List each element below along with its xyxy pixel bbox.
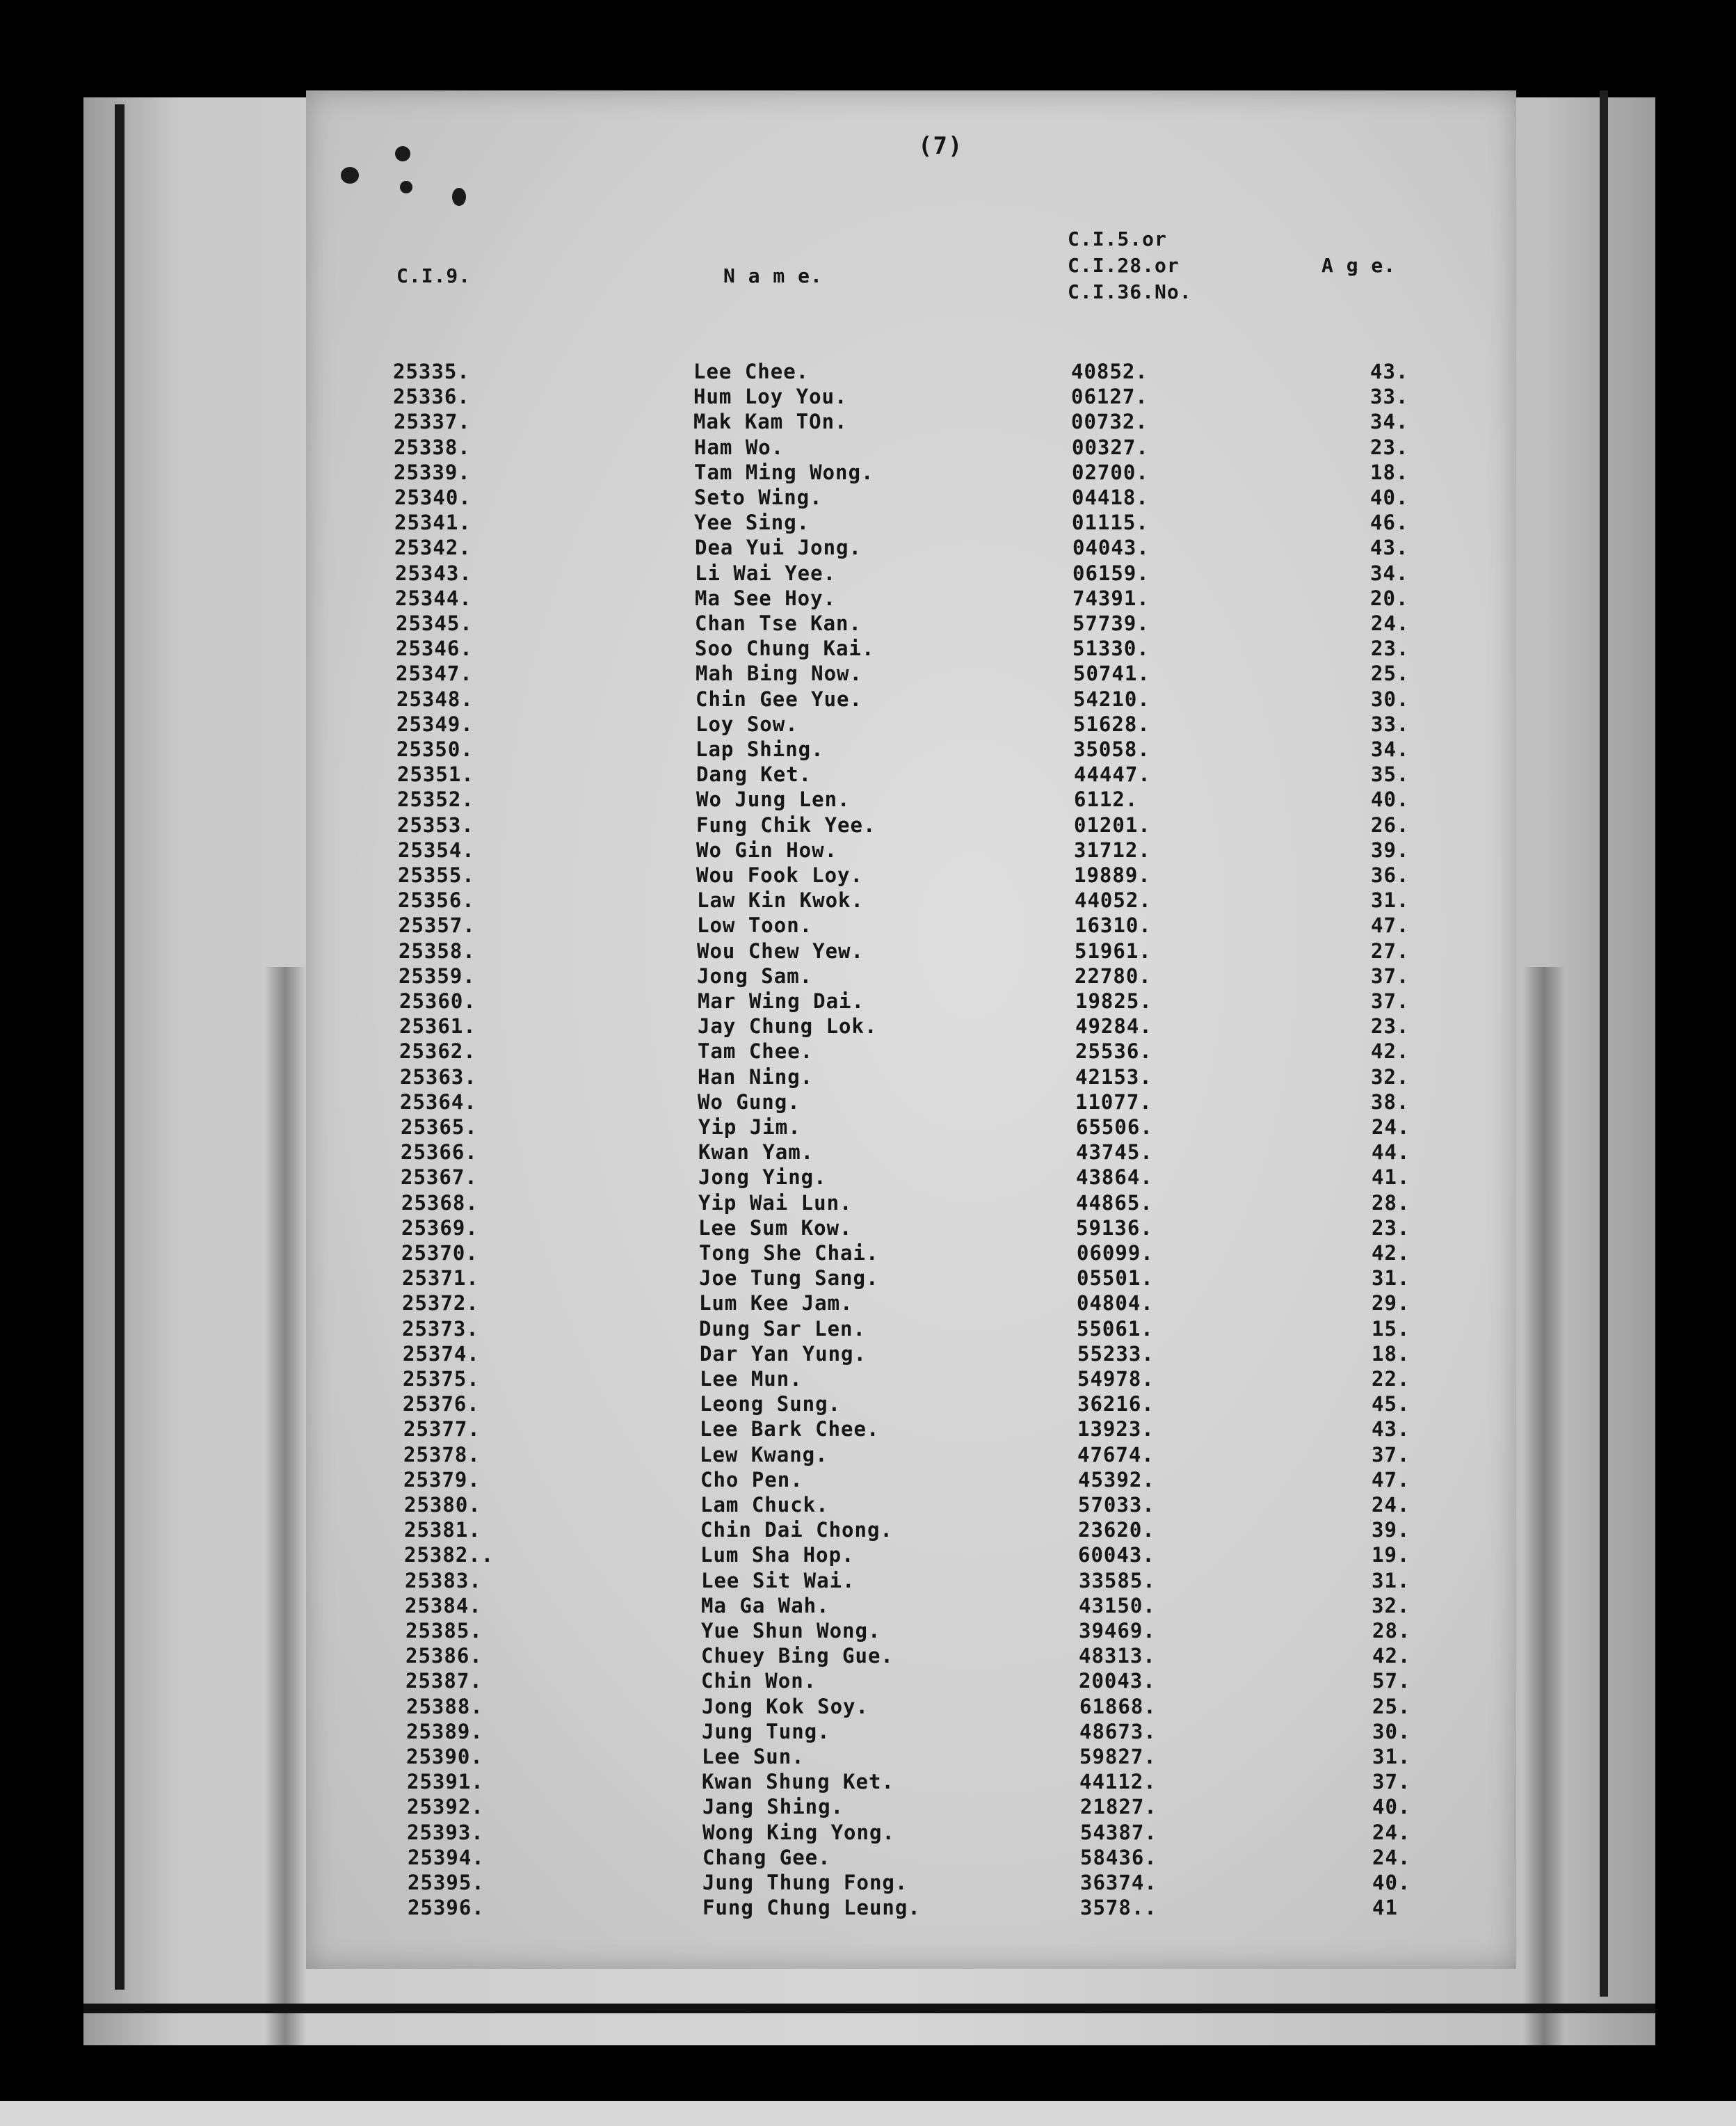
ci9-cell: 25353. (397, 813, 474, 837)
age-cell: 41. (1372, 1165, 1410, 1189)
name-cell: Lap Shing. (696, 737, 824, 761)
ci9-cell: 25361. (399, 1014, 476, 1038)
age-cell: 38. (1371, 1090, 1410, 1114)
name-cell: Lee Sit Wai. (701, 1569, 855, 1592)
age-cell: 31. (1372, 1745, 1411, 1768)
age-cell: 34. (1370, 410, 1409, 433)
ci9-cell: 25380. (404, 1493, 481, 1517)
name-cell: Yip Jim. (698, 1115, 801, 1139)
age-cell: 36. (1371, 863, 1410, 887)
name-cell: Wong King Yong. (702, 1821, 895, 1844)
ci9-cell: 25343. (395, 561, 472, 585)
name-cell: Mah Bing Now. (696, 662, 862, 685)
ci-number-cell: 04418. (1072, 486, 1149, 509)
ci9-cell: 25366. (401, 1140, 478, 1164)
ci9-cell: 25387. (405, 1669, 483, 1693)
ci-number-cell: 50741. (1073, 662, 1150, 685)
age-cell: 31. (1371, 888, 1410, 912)
name-cell: Lee Mun. (700, 1367, 803, 1391)
name-cell: Tong She Chai. (699, 1241, 879, 1265)
name-cell: Kwan Shung Ket. (702, 1770, 894, 1793)
age-cell: 39. (1371, 838, 1410, 862)
bottom-border-line (83, 2004, 1655, 2013)
ci-number-cell: 58436. (1080, 1846, 1157, 1869)
name-cell: Chin Dai Chong. (700, 1518, 893, 1542)
name-cell: Lee Chee. (693, 360, 810, 383)
age-cell: 19. (1372, 1543, 1410, 1567)
name-cell: Fung Chik Yee. (696, 813, 876, 837)
name-cell: Chuey Bing Gue. (701, 1644, 894, 1668)
name-cell: Yue Shun Wong. (701, 1619, 881, 1643)
ci-number-cell: 57033. (1078, 1493, 1155, 1517)
ci-number-cell: 55233. (1077, 1342, 1155, 1366)
header-age: A g e. (1321, 254, 1397, 277)
name-cell: Soo Chung Kai. (695, 637, 875, 660)
name-cell: Lum Sha Hop. (700, 1543, 855, 1567)
name-cell: Dung Sar Len. (699, 1317, 866, 1341)
age-cell: 40. (1372, 1795, 1411, 1819)
ci-number-cell: 48313. (1079, 1644, 1156, 1668)
name-cell: Yee Sing. (694, 511, 810, 534)
ci-number-cell: 44112. (1079, 1770, 1157, 1793)
ci9-cell: 25342. (394, 536, 472, 559)
age-cell: 31. (1372, 1569, 1410, 1592)
name-cell: Lew Kwang. (700, 1443, 828, 1466)
name-cell: Lam Chuck. (700, 1493, 829, 1517)
age-cell: 25. (1371, 662, 1410, 685)
ci-number-cell: 00327. (1072, 435, 1149, 459)
age-cell: 23. (1370, 435, 1409, 459)
header-ci-number-line: C.I.36.No. (1068, 280, 1192, 303)
ci9-cell: 25365. (401, 1115, 478, 1139)
ci9-cell: 25390. (406, 1745, 483, 1768)
name-cell: Li Wai Yee. (695, 561, 837, 585)
age-cell: 23. (1372, 1216, 1410, 1240)
age-cell: 32. (1371, 1065, 1410, 1089)
name-cell: Dar Yan Yung. (700, 1342, 867, 1366)
name-cell: Kwan Yam. (698, 1140, 814, 1164)
age-cell: 24. (1372, 1493, 1410, 1517)
ci-number-cell: 6112. (1074, 788, 1139, 811)
name-cell: Tam Chee. (698, 1039, 814, 1063)
ci9-cell: 25360. (399, 989, 476, 1013)
age-cell: 43. (1370, 536, 1409, 559)
ci-number-cell: 20043. (1079, 1669, 1156, 1693)
name-cell: Ham Wo. (694, 435, 785, 459)
ci9-cell: 25362. (399, 1039, 476, 1063)
ci9-cell: 25393. (407, 1821, 484, 1844)
age-cell: 42. (1371, 1039, 1410, 1063)
ci9-cell: 25351. (397, 762, 474, 786)
age-cell: 32. (1372, 1594, 1410, 1617)
ci9-cell: 25374. (403, 1342, 480, 1366)
name-cell: Dea Yui Jong. (695, 536, 862, 559)
age-cell: 18. (1372, 1342, 1410, 1366)
age-cell: 33. (1371, 712, 1410, 736)
name-cell: Lee Sum Kow. (698, 1216, 853, 1240)
header-ci-number (1068, 226, 1192, 305)
age-cell: 37. (1371, 989, 1410, 1013)
ci-number-cell: 43864. (1076, 1165, 1153, 1189)
age-cell: 23. (1371, 637, 1410, 660)
age-cell: 28. (1372, 1191, 1410, 1215)
page-number: (7) (918, 132, 963, 160)
name-cell: Lee Sun. (702, 1745, 805, 1768)
ci9-cell: 25347. (396, 662, 473, 685)
age-cell: 40. (1372, 1871, 1411, 1894)
ci9-cell: 25378. (403, 1443, 481, 1466)
name-cell: Seto Wing. (694, 486, 823, 509)
ci9-cell: 25377. (403, 1417, 481, 1441)
ci9-cell: 25379. (403, 1468, 481, 1492)
name-cell: Chin Won. (701, 1669, 817, 1693)
ci-number-cell: 22780. (1075, 964, 1152, 988)
name-cell: Loy Sow. (696, 712, 798, 736)
name-cell: Ma Ga Wah. (701, 1594, 830, 1617)
ci-number-cell: 55061. (1077, 1317, 1154, 1341)
ci-number-cell: 19889. (1074, 863, 1151, 887)
ci-number-cell: 06127. (1071, 385, 1148, 408)
name-cell: Lee Bark Chee. (700, 1417, 880, 1441)
ci-number-cell: 44052. (1075, 888, 1152, 912)
age-cell: 57. (1372, 1669, 1411, 1693)
ci-number-cell: 39469. (1079, 1619, 1156, 1643)
age-cell: 40. (1371, 788, 1410, 811)
left-border-line (115, 104, 124, 1990)
ci9-cell: 25391. (407, 1770, 484, 1793)
ci-number-cell: 51330. (1072, 637, 1150, 660)
header-name: N a m e. (723, 264, 823, 287)
ci-number-cell: 59136. (1076, 1216, 1153, 1240)
ci-number-cell: 19825. (1075, 989, 1152, 1013)
header-ci-number-line: C.I.5.or (1068, 227, 1167, 250)
ci9-cell: 25394. (408, 1846, 485, 1869)
ci-number-cell: 74391. (1072, 586, 1150, 610)
ci9-cell: 25367. (401, 1165, 478, 1189)
age-cell: 24. (1371, 612, 1410, 635)
name-cell: Wou Fook Loy. (696, 863, 863, 887)
ci9-cell: 25339. (394, 461, 471, 484)
name-cell: Han Ning. (698, 1065, 814, 1089)
ci-number-cell: 65506. (1076, 1115, 1153, 1139)
age-cell: 18. (1370, 461, 1409, 484)
ci9-cell: 25388. (406, 1695, 483, 1718)
ci9-cell: 25345. (396, 612, 473, 635)
ci9-cell: 25356. (398, 888, 475, 912)
ci9-cell: 25357. (399, 913, 476, 937)
age-cell: 28. (1372, 1619, 1411, 1643)
ci-number-cell: 48673. (1079, 1720, 1157, 1743)
name-cell: Jay Chung Lok. (698, 1014, 878, 1038)
ci-number-cell: 44865. (1076, 1191, 1153, 1215)
bottom-strip (0, 2101, 1736, 2126)
ci9-cell: 25346. (396, 637, 473, 660)
age-cell: 43. (1372, 1417, 1410, 1441)
ci9-cell: 25389. (406, 1720, 483, 1743)
ci-number-cell: 54210. (1073, 687, 1150, 711)
ci-number-cell: 51628. (1073, 712, 1150, 736)
name-cell: Hum Loy You. (693, 385, 848, 408)
ci9-cell: 25386. (405, 1644, 483, 1668)
ci9-cell: 25376. (403, 1392, 480, 1416)
age-cell: 34. (1371, 737, 1410, 761)
ci-number-cell: 61868. (1079, 1695, 1157, 1718)
header-ci9: C.I.9. (396, 264, 472, 287)
name-cell: Lum Kee Jam. (699, 1291, 853, 1315)
ci-number-cell: 11077. (1075, 1090, 1152, 1114)
age-cell: 44. (1372, 1140, 1410, 1164)
age-cell: 46. (1370, 511, 1409, 534)
ci9-cell: 25396. (408, 1896, 485, 1919)
ink-blot (341, 167, 359, 184)
age-cell: 27. (1371, 939, 1410, 963)
ci-number-cell: 43745. (1076, 1140, 1153, 1164)
name-cell: Dang Ket. (696, 762, 812, 786)
ci9-cell: 25359. (399, 964, 476, 988)
ci-number-cell: 36216. (1077, 1392, 1155, 1416)
ci9-cell: 25352. (397, 788, 474, 811)
name-cell: Joe Tung Sang. (699, 1266, 879, 1290)
age-cell: 23. (1371, 1014, 1410, 1038)
age-cell: 41 (1372, 1896, 1398, 1919)
ci-number-cell: 23620. (1078, 1518, 1155, 1542)
ci-number-cell: 31712. (1074, 838, 1151, 862)
age-cell: 24. (1372, 1115, 1410, 1139)
ci-number-cell: 01201. (1074, 813, 1151, 837)
header-ci-number-line: C.I.28.or (1068, 254, 1180, 277)
ci9-cell: 25375. (403, 1367, 480, 1391)
ci-number-cell: 45392. (1078, 1468, 1155, 1492)
age-cell: 24. (1372, 1846, 1411, 1869)
ci-number-cell: 57739. (1072, 612, 1150, 635)
name-cell: Mak Kam TOn. (693, 410, 848, 433)
age-cell: 45. (1372, 1392, 1410, 1416)
age-cell: 47. (1372, 1468, 1410, 1492)
name-cell: Chan Tse Kan. (695, 612, 862, 635)
ci-number-cell: 40852. (1071, 360, 1148, 383)
name-cell: Jong Ying. (698, 1165, 827, 1189)
ci9-cell: 25335. (393, 360, 470, 383)
age-cell: 30. (1372, 1720, 1411, 1743)
right-border-line (1600, 90, 1608, 1997)
ci-number-cell: 04804. (1077, 1291, 1154, 1315)
name-cell: Jung Tung. (702, 1720, 830, 1743)
ci9-cell: 25373. (402, 1317, 479, 1341)
ci9-cell: 25340. (394, 486, 472, 509)
ci-number-cell: 35058. (1073, 737, 1150, 761)
age-cell: 42. (1372, 1241, 1410, 1265)
ci-number-cell: 02700. (1072, 461, 1149, 484)
ci9-cell: 25372. (402, 1291, 479, 1315)
ci-number-cell: 25536. (1075, 1039, 1152, 1063)
age-cell: 40. (1370, 486, 1409, 509)
ci-number-cell: 06099. (1077, 1241, 1154, 1265)
ci9-cell: 25337. (394, 410, 471, 433)
ci-number-cell: 3578.. (1080, 1896, 1157, 1919)
age-cell: 34. (1370, 561, 1409, 585)
ci-number-cell: 59827. (1079, 1745, 1157, 1768)
ci-number-cell: 06159. (1072, 561, 1150, 585)
ci9-cell: 25348. (396, 687, 474, 711)
name-cell: Law Kin Kwok. (697, 888, 864, 912)
ci9-cell: 25364. (400, 1090, 477, 1114)
ci9-cell: 25382.. (404, 1543, 495, 1567)
name-cell: Jung Thung Fong. (702, 1871, 908, 1894)
name-cell: Low Toon. (697, 913, 813, 937)
age-cell: 30. (1371, 687, 1410, 711)
name-cell: Chang Gee. (702, 1846, 831, 1869)
ci-number-cell: 01115. (1072, 511, 1149, 534)
ci9-cell: 25392. (407, 1795, 484, 1819)
name-cell: Jong Kok Soy. (702, 1695, 869, 1718)
ci-number-cell: 04043. (1072, 536, 1150, 559)
name-cell: Tam Ming Wong. (694, 461, 874, 484)
name-cell: Jang Shing. (702, 1795, 844, 1819)
age-cell: 26. (1371, 813, 1410, 837)
ci9-cell: 25371. (402, 1266, 479, 1290)
name-cell: Fung Chung Leung. (702, 1896, 921, 1919)
age-cell: 43. (1370, 360, 1409, 383)
ci9-cell: 25350. (396, 737, 474, 761)
ci-number-cell: 44447. (1074, 762, 1151, 786)
age-cell: 15. (1372, 1317, 1410, 1341)
name-cell: Yip Wai Lun. (698, 1191, 853, 1215)
ci-number-cell: 51961. (1075, 939, 1152, 963)
name-cell: Mar Wing Dai. (698, 989, 865, 1013)
ci9-cell: 25363. (400, 1065, 477, 1089)
ci-number-cell: 36374. (1080, 1871, 1157, 1894)
ci-number-cell: 60043. (1078, 1543, 1155, 1567)
ci9-cell: 25349. (396, 712, 474, 736)
age-cell: 35. (1371, 762, 1410, 786)
age-cell: 42. (1372, 1644, 1411, 1668)
ci-number-cell: 05501. (1077, 1266, 1154, 1290)
name-cell: Jong Sam. (697, 964, 813, 988)
age-cell: 22. (1372, 1367, 1410, 1391)
ci9-cell: 25344. (395, 586, 472, 610)
name-cell: Chin Gee Yue. (696, 687, 862, 711)
ci-number-cell: 54978. (1077, 1367, 1155, 1391)
ci9-cell: 25355. (398, 863, 475, 887)
ink-blot (395, 146, 410, 161)
age-cell: 24. (1372, 1821, 1411, 1844)
ci9-cell: 25358. (399, 939, 476, 963)
ci9-cell: 25336. (393, 385, 470, 408)
name-cell: Ma See Hoy. (695, 586, 837, 610)
name-cell: Leong Sung. (700, 1392, 842, 1416)
name-cell: Wo Gung. (698, 1090, 801, 1114)
name-cell: Wou Chew Yew. (697, 939, 864, 963)
name-cell: Wo Gin How. (696, 838, 838, 862)
folded-edge-shadow-right (1523, 967, 1565, 2066)
ci-number-cell: 54387. (1080, 1821, 1157, 1844)
age-cell: 39. (1372, 1518, 1410, 1542)
ci-number-cell: 47674. (1077, 1443, 1155, 1466)
age-cell: 37. (1372, 1770, 1411, 1793)
ci9-cell: 25354. (398, 838, 475, 862)
ci-number-cell: 43150. (1079, 1594, 1156, 1617)
ci-number-cell: 13923. (1077, 1417, 1155, 1441)
ci9-cell: 25384. (405, 1594, 482, 1617)
typed-page (306, 90, 1516, 1969)
ci-number-cell: 42153. (1075, 1065, 1152, 1089)
age-cell: 25. (1372, 1695, 1411, 1718)
ci-number-cell: 21827. (1080, 1795, 1157, 1819)
ci-number-cell: 33585. (1079, 1569, 1156, 1592)
name-cell: Cho Pen. (700, 1468, 803, 1492)
ci9-cell: 25385. (405, 1619, 483, 1643)
ci9-cell: 25381. (404, 1518, 481, 1542)
ci9-cell: 25341. (394, 511, 472, 534)
age-cell: 37. (1372, 1443, 1410, 1466)
age-cell: 47. (1371, 913, 1410, 937)
ci9-cell: 25368. (401, 1191, 479, 1215)
ci9-cell: 25383. (405, 1569, 482, 1592)
age-cell: 31. (1372, 1266, 1410, 1290)
ink-blot (452, 188, 466, 206)
ci-number-cell: 49284. (1075, 1014, 1152, 1038)
ci9-cell: 25338. (394, 435, 471, 459)
folded-edge-shadow (264, 967, 306, 2066)
ci9-cell: 25369. (401, 1216, 479, 1240)
ci9-cell: 25370. (401, 1241, 479, 1265)
ink-blot (400, 181, 412, 193)
ci-number-cell: 00732. (1071, 410, 1148, 433)
name-cell: Wo Jung Len. (696, 788, 851, 811)
ci9-cell: 25395. (408, 1871, 485, 1894)
age-cell: 37. (1371, 964, 1410, 988)
age-cell: 29. (1372, 1291, 1410, 1315)
age-cell: 20. (1370, 586, 1409, 610)
ci-number-cell: 16310. (1075, 913, 1152, 937)
age-cell: 33. (1370, 385, 1409, 408)
